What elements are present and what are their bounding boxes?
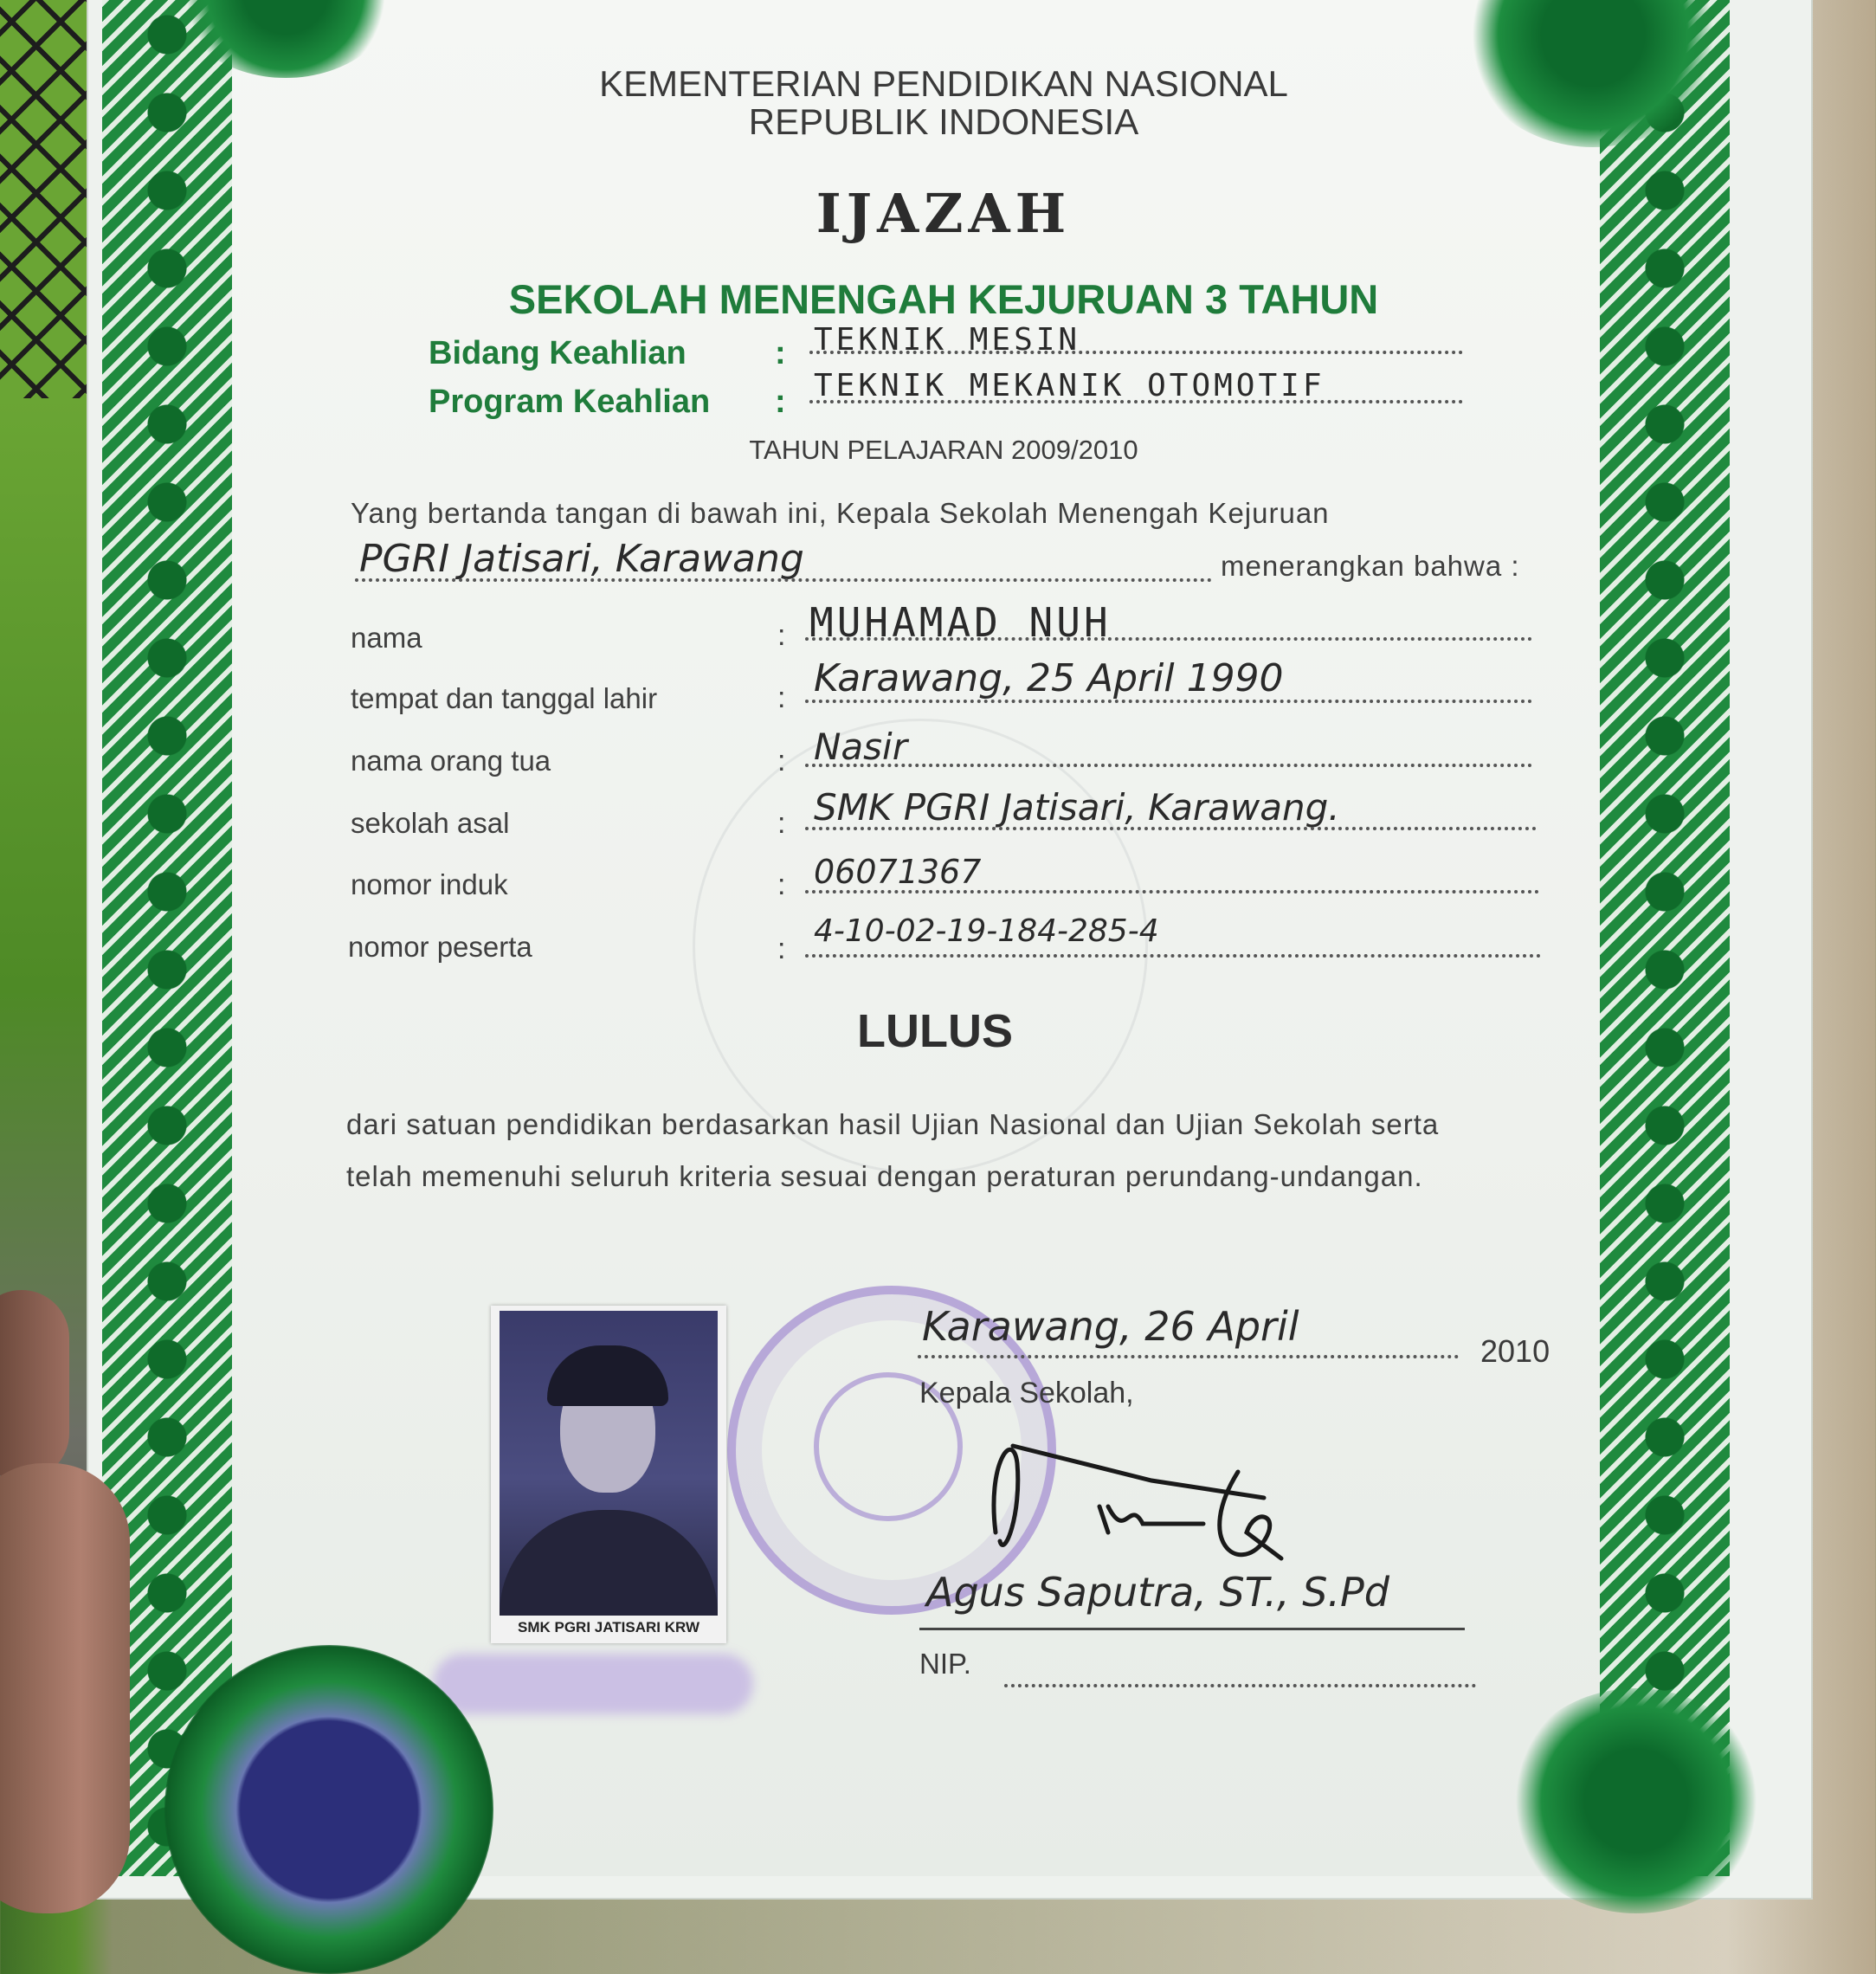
principal-signature	[978, 1411, 1342, 1584]
school-type-heading: SEKOLAH MENENGAH KEJURUAN 3 TAHUN	[508, 276, 1379, 322]
induk-colon: :	[777, 868, 786, 901]
induk-dotted-line	[805, 890, 1539, 893]
embossed-seal	[164, 1645, 493, 1974]
nama-dotted-line	[805, 637, 1532, 641]
document-title: IJAZAH	[816, 182, 1072, 245]
sign-role: Kepala Sekolah,	[919, 1377, 1134, 1410]
nip-dotted-line	[1004, 1684, 1476, 1687]
ttl-colon: :	[777, 681, 786, 714]
asal-value: SMK PGRI Jatisari, Karawang.	[814, 786, 1340, 829]
asal-colon: :	[777, 807, 786, 840]
corner-ornament-bottom-right	[1506, 1688, 1766, 1913]
peserta-label: nomor peserta	[348, 931, 532, 963]
ttl-dotted-line	[805, 700, 1532, 703]
bidang-value: TEKNIK MESIN	[814, 322, 1081, 358]
photo-caption: SMK PGRI JATISARI KRW	[518, 1619, 699, 1635]
ministry-heading	[485, 65, 1402, 141]
program-label: Program Keahlian	[429, 384, 711, 420]
bidang-colon: :	[775, 335, 786, 371]
sign-year: 2010	[1480, 1333, 1550, 1369]
intro-dotted-line	[355, 578, 1212, 582]
statement-line-2: telah memenuhi seluruh kriteria sesuai dengan peraturan perundang-undangan.	[346, 1160, 1423, 1192]
bidang-label: Bidang Keahlian	[429, 335, 687, 371]
program-colon: :	[775, 384, 786, 420]
student-portrait	[500, 1311, 718, 1616]
program-dotted-line	[809, 400, 1463, 403]
nip-label: NIP.	[919, 1648, 971, 1680]
principal-name: Agus Saputra, ST., S.Pd	[926, 1569, 1389, 1616]
ministry-line-2: REPUBLIK INDONESIA	[748, 101, 1139, 142]
intro-line-1: Yang bertanda tangan di bawah ini, Kepala Sekolah Menengah Kejuruan	[351, 497, 1330, 529]
peserta-colon: :	[777, 932, 786, 965]
bidang-dotted-line	[809, 351, 1463, 354]
ortu-dotted-line	[805, 764, 1532, 767]
nama-colon: :	[777, 619, 786, 652]
asal-dotted-line	[805, 827, 1537, 830]
intro-suffix: menerangkan bahwa :	[1221, 550, 1520, 582]
ink-smear	[433, 1654, 753, 1714]
border-right-ornament	[1600, 0, 1730, 1876]
intro-school-name: PGRI Jatisari, Karawang	[359, 537, 804, 581]
sign-date-dotted-line	[918, 1355, 1459, 1358]
ministry-line-1: KEMENTERIAN PENDIDIKAN NASIONAL	[599, 63, 1288, 104]
sign-place-date: Karawang, 26 April	[922, 1303, 1299, 1350]
holding-finger	[0, 1290, 69, 1480]
asal-label: sekolah asal	[351, 807, 510, 839]
holding-thumb	[0, 1463, 130, 1913]
peserta-value: 4-10-02-19-184-285-4	[814, 913, 1159, 949]
principal-name-underline	[919, 1628, 1465, 1630]
induk-label: nomor induk	[351, 868, 508, 900]
nama-value: MUHAMAD NUH	[809, 599, 1112, 646]
peserta-dotted-line	[805, 954, 1541, 958]
nama-label: nama	[351, 622, 422, 654]
ortu-colon: :	[777, 745, 786, 777]
program-value: TEKNIK MEKANIK OTOMOTIF	[814, 368, 1325, 403]
ttl-value: Karawang, 25 April 1990	[814, 656, 1284, 700]
ortu-value: Nasir	[814, 726, 907, 768]
induk-value: 06071367	[814, 853, 982, 891]
ortu-label: nama orang tua	[351, 745, 551, 777]
result-status: LULUS	[857, 1005, 1013, 1057]
student-photo	[491, 1306, 726, 1643]
school-year: TAHUN PELAJARAN 2009/2010	[749, 435, 1138, 465]
ttl-label: tempat dan tanggal lahir	[351, 682, 658, 714]
statement-line-1: dari satuan pendidikan berdasarkan hasil Ujian Nasional dan Ujian Sekolah serta	[346, 1108, 1440, 1140]
